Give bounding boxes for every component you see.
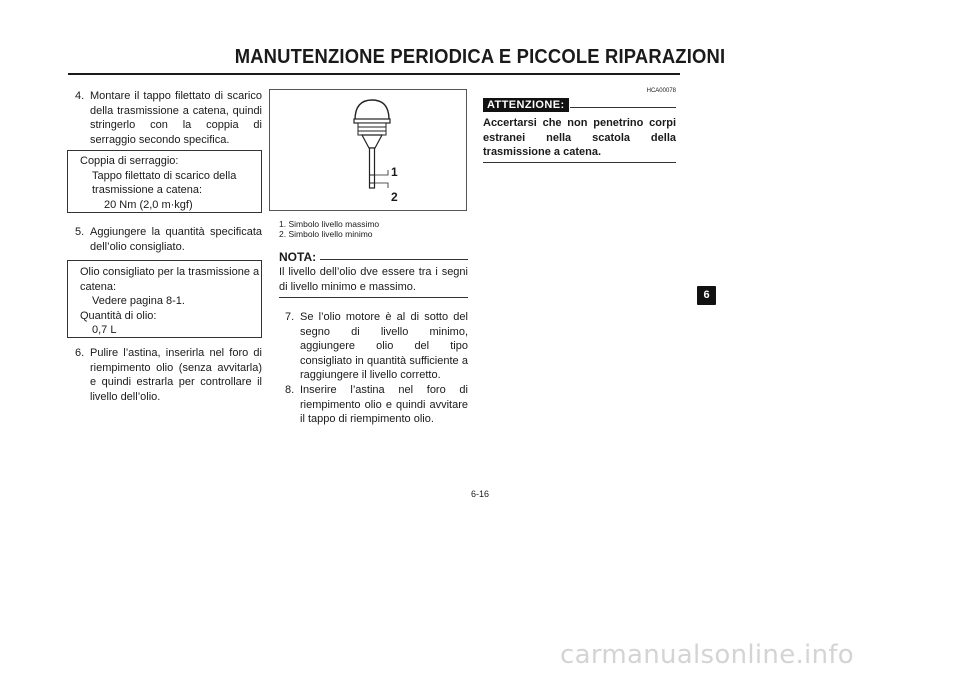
step-8 [285, 383, 468, 427]
caution-code: HCA00078 [646, 88, 676, 94]
attenzione-title-rule [570, 107, 676, 108]
step-8-number: 8. [285, 384, 295, 396]
caption-1: 1. Simbolo livello massimo [279, 219, 380, 229]
step-8-text: Inserire l’astina nel foro di riempimento olio e quindi avvitare il tappo di riempimento olio. [300, 384, 468, 425]
step-5-text: Aggiungere la quantità specificata dell’olio consigliato. [90, 226, 262, 253]
nota-text: Il livello dell’olio dve essere tra i segni di livello minimo e massimo. [279, 266, 468, 293]
oil-spec-box [67, 260, 262, 338]
torque-spec-line3: trasmissione a catena: [92, 184, 203, 196]
step-7-text: Se l’olio motore è al di sotto del segno di livello minimo, aggiungere olio del tipo consigliato in quantità sufficiente a raggiungere il livello corretto. [300, 311, 468, 381]
torque-spec-line1: Coppia di serraggio: [80, 155, 179, 167]
step-7 [285, 310, 468, 383]
oil-spec-value: 0,7 L [92, 324, 117, 336]
oil-spec-line1: Olio consigliato per la trasmissione a [80, 266, 260, 278]
step-4-number: 4. [75, 90, 85, 102]
step-5-number: 5. [75, 226, 85, 238]
oil-spec-line2: catena: [80, 280, 117, 293]
chapter-tab: 6 [697, 286, 716, 305]
page-title: MANUTENZIONE PERIODICA E PICCOLE RIPARAZIONI [234, 46, 726, 68]
attenzione-bottom-rule [483, 162, 676, 163]
step-6 [75, 346, 262, 404]
header-divider [68, 73, 680, 75]
attenzione-text: Accertarsi che non penetrino corpi estranei nella scatola della trasmissione a catena. [483, 117, 676, 158]
step-7-number: 7. [285, 311, 295, 323]
step-4-text: Montare il tappo filettato di scarico della trasmissione a catena, quindi stringerlo con la coppia di serraggio secondo specifica. [90, 90, 262, 146]
callout-1: 1 [391, 165, 398, 179]
torque-spec-box [67, 150, 262, 213]
dipstick-illustration [270, 90, 466, 210]
dipstick-figure [269, 89, 467, 211]
torque-spec-line2: Tappo filettato di scarico della [92, 169, 237, 182]
attenzione-badge: ATTENZIONE: [483, 98, 569, 112]
oil-spec-line4: Quantità di olio: [80, 309, 157, 322]
step-5 [75, 225, 262, 254]
nota-bottom-rule [279, 297, 468, 298]
nota-title-rule [320, 259, 468, 260]
callout-2: 2 [391, 190, 398, 204]
watermark: carmanualsonline.info [560, 640, 855, 670]
step-6-number: 6. [75, 347, 85, 359]
page-number: 6-16 [470, 489, 489, 499]
torque-spec-value: 20 Nm (2,0 m·kgf) [104, 198, 193, 211]
caption-2: 2. Simbolo livello minimo [279, 229, 373, 239]
nota-title: NOTA: [279, 250, 317, 264]
step-6-text: Pulire l’astina, inserirla nel foro di riempimento olio (senza avvitarla) e quindi estrarla per controllare il livello dell’olio. [90, 347, 262, 403]
oil-spec-line3: Vedere pagina 8-1. [92, 295, 185, 307]
step-4 [75, 89, 262, 147]
